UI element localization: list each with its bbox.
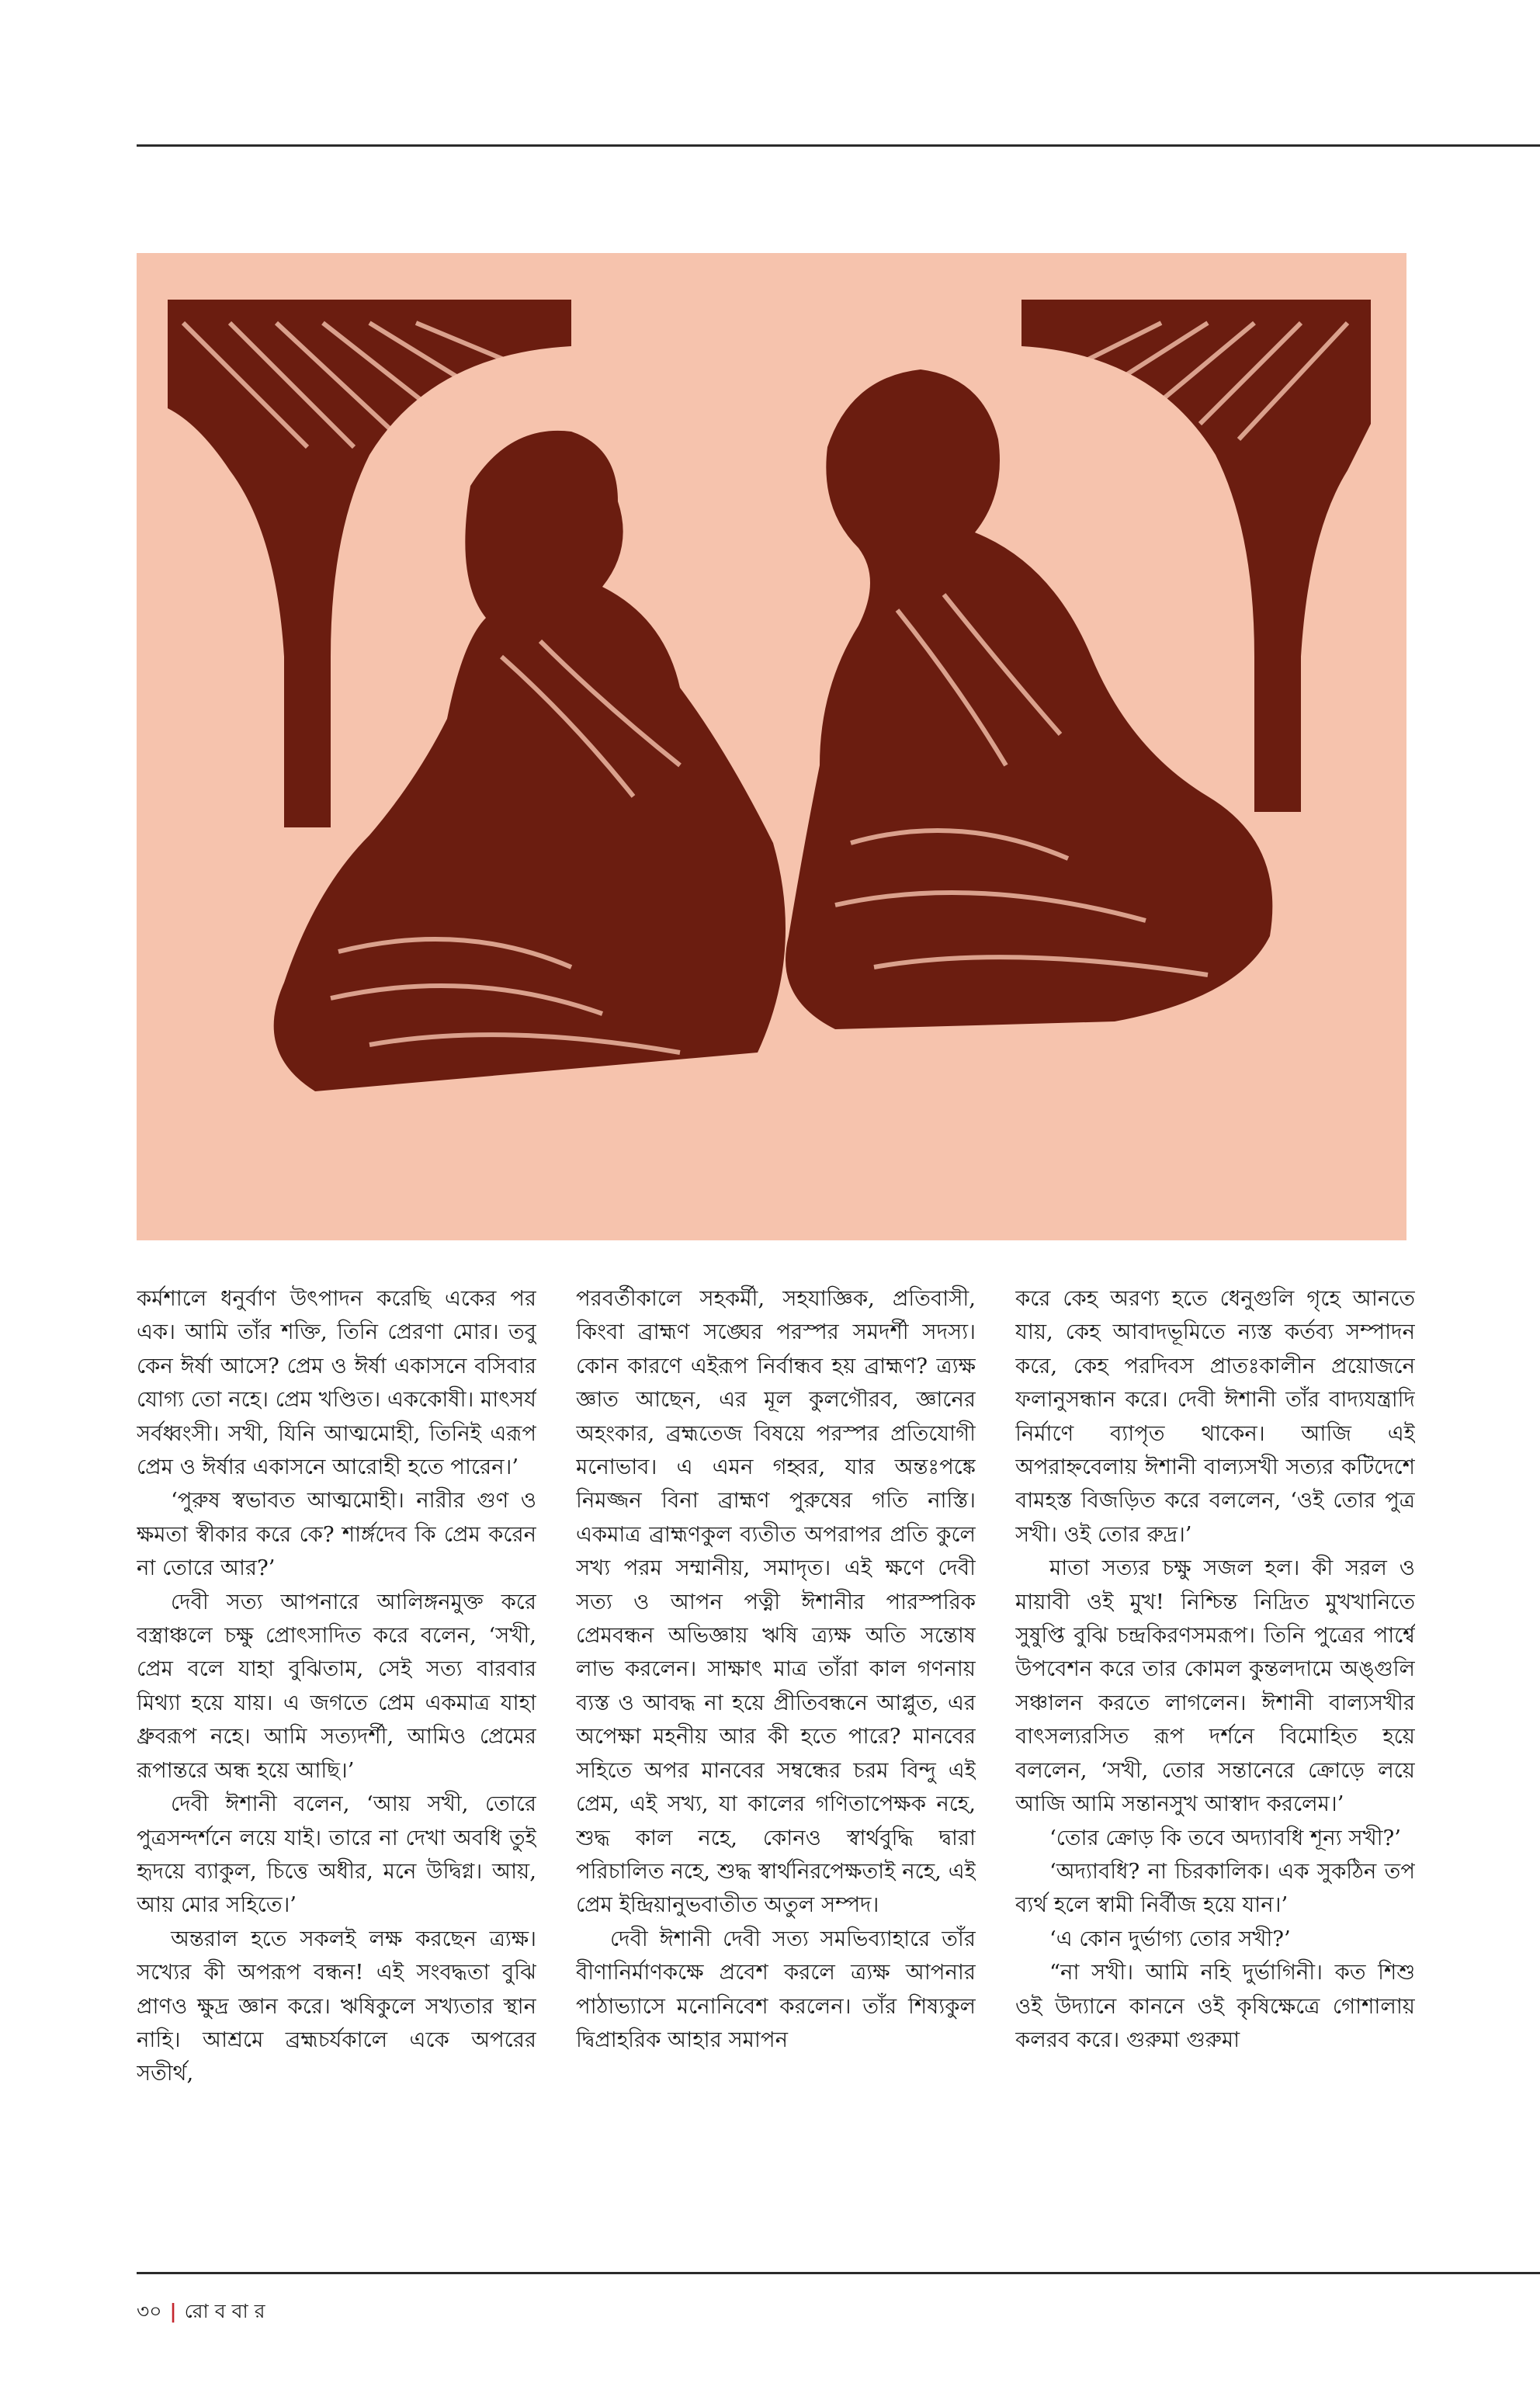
paragraph: দেবী সত্য আপনারে আলিঙ্গনমুক্ত করে বস্ত্রাঞ্চলে চক্ষু প্রোৎসাদিত করে বলেন, ‘সখী, প্রেম বলে যাহা বুঝিতাম, সেই সত্য বারবার মিথ্যা হয়ে যায়। এ জগতে প্রেম একমাত্র যাহা ধ্রুবরূপ নহে। আমি সত্যদর্শী, আমিও প্রেমের রূপান্তরে অন্ধ হয়ে আছি।’ bbox=[137, 1589, 536, 1783]
bottom-rule bbox=[137, 2272, 1540, 2274]
paragraph: ‘অদ্যাবধি? না চিরকালিক। এক সুকঠিন তপ ব্যর্থ হলে স্বামী নির্বীজ হয়ে যান।’ bbox=[1015, 1858, 1415, 1918]
paragraph: পরবর্তীকালে সহকর্মী, সহযাজ্ঞিক, প্রতিবাসী, কিংবা ব্রাহ্মণ সঙ্ঘের পরস্পর সমদর্শী সদস্য। কোন কারণে এইরূপ নির্বান্ধব হয় ব্রাহ্মণ? ত্র্যক্ষ জ্ঞাত আছেন, এর মূল কুলগৌরব, জ্ঞানের অহংকার, ব্রহ্মতেজ বিষয়ে পরস্পর প্রতিযোগী মনোভাব। এ এমন গহ্বর, যার অন্তঃপঙ্কে নিমজ্জন বিনা ব্রাহ্মণ পুরুষের গতি নাস্তি। একমাত্র ব্রাহ্মণকুল ব্যতীত অপরাপর প্রতি কুলে সখ্য পরম সম্মানীয়, সমাদৃত। এই ক্ষণে দেবী সত্য ও আপন পত্নী ঈশানীর পারস্পরিক প্রেমবন্ধন অভিজ্ঞায় ঋষি ত্র্যক্ষ অতি সন্তোষ লাভ করলেন। সাক্ষাৎ মাত্র তাঁরা কাল গণনায় ব্যস্ত ও আবদ্ধ না হয়ে প্রীতিবন্ধনে আপ্লুত, এর অপেক্ষা মহনীয় আর কী হতে পারে? মানবের সহিতে অপর মানবের সম্বন্ধের চরম বিন্দু এই প্রেম, এই সখ্য, যা কালের গণিতাপেক্ষক নহে, শুদ্ধ কাল নহে, কোনও স্বার্থবুদ্ধি দ্বারা পরিচালিত নহে, শুদ্ধ স্বার্থনিরপেক্ষতাই নহে, এই প্রেম ইন্দ্রিয়ানুভবাতীত অতুল সম্পদ। bbox=[576, 1286, 976, 1918]
paragraph: ‘তোর ক্রোড় কি তবে অদ্যাবধি শূন্য সখী?’ bbox=[1049, 1825, 1401, 1850]
paragraph: ‘এ কোন দুর্ভাগ্য তোর সখী?’ bbox=[1049, 1926, 1291, 1951]
paragraph: কর্মশালে ধনুর্বাণ উৎপাদন করেছি একের পর এক। আমি তাঁর শক্তি, তিনি প্রেরণা মোর। তবু কেন ঈর্ষা আসে? প্রেম ও ঈর্ষা একাসনে বসিবার যোগ্য তো নহে। প্রেম খণ্ডিত। এককোষী। মাৎসর্য সর্বধ্বংসী। সখী, যিনি আত্মমোহী, তিনিই এরূপ প্রেম ও ঈর্ষার একাসনে আরোহী হতে পারেন।’ bbox=[137, 1286, 536, 1480]
page-number: ৩০ bbox=[137, 2300, 162, 2322]
text-column-2 bbox=[576, 1282, 976, 2249]
top-rule bbox=[137, 144, 1540, 147]
paragraph: করে কেহ অরণ্য হতে ধেনুগুলি গৃহে আনতে যায়, কেহ আবাদভূমিতে ন্যস্ত কর্তব্য সম্পাদন করে, কেহ পরদিবস প্রাতঃকালীন প্রয়োজনে ফলানুসন্ধান করে। দেবী ঈশানী তাঁর বাদ্যযন্ত্রাদি নির্মাণে ব্যাপৃত থাকেন। আজি এই অপরাহ্নবেলায় ঈশানী বাল্যসখী সত্যর কটিদেশে বামহস্ত বিজড়িত করে বললেন, ‘ওই তোর পুত্র সখী। ওই তোর রুদ্র।’ bbox=[1015, 1286, 1415, 1547]
text-column-3 bbox=[1015, 1282, 1415, 2249]
paragraph: মাতা সত্যর চক্ষু সজল হল। কী সরল ও মায়াবী ওই মুখ! নিশ্চিন্ত নিদ্রিত মুখখানিতে সুষুপ্তি বুঝি চন্দ্রকিরণসমরূপ। তিনি পুত্রের পার্শ্বে উপবেশন করে তার কোমল কুন্তলদামে অঙ্গুলি সঞ্চালন করতে লাগলেন। ঈশানী বাল্যসখীর বাৎসল্যরসিত রূপ দর্শনে বিমোহিত হয়ে বললেন, ‘সখী, তোর সন্তানেরে ক্রোড়ে লয়ে আজি আমি সন্তানসুখ আস্বাদ করলেম।’ bbox=[1015, 1555, 1415, 1817]
page-footer bbox=[137, 2296, 265, 2329]
text-column-1 bbox=[137, 1282, 536, 2249]
paragraph: ‘পুরুষ স্বভাবত আত্মমোহী। নারীর গুণ ও ক্ষমতা স্বীকার করে কে? শার্ঙ্গদেব কি প্রেম করেন না তোরে আর?’ bbox=[137, 1488, 536, 1581]
paragraph: দেবী ঈশানী বলেন, ‘আয় সখী, তোরে পুত্রসন্দর্শনে লয়ে যাই। তারে না দেখা অবধি তুই হৃদয়ে ব্যাকুল, চিত্তে অধীর, মনে উদ্বিগ্ন। আয়, আয় মোর সহিতে।’ bbox=[137, 1791, 536, 1918]
paragraph: অন্তরাল হতে সকলই লক্ষ করছেন ত্র্যক্ষ। সখ্যের কী অপরূপ বন্ধন! এই সংবদ্ধতা বুঝি প্রাণও ক্ষুদ্র জ্ঞান করে। ঋষিকুলে সখ্যতার স্থান নাহি। আশ্রমে ব্রহ্মচর্যকালে একে অপরের সতীর্থ, bbox=[137, 1926, 536, 2086]
paragraph: দেবী ঈশানী দেবী সত্য সমভিব্যাহারে তাঁর বীণানির্মাণকক্ষে প্রবেশ করলে ত্র্যক্ষ আপনার পাঠাভ্যাসে মনোনিবেশ করলেন। তাঁর শিষ্যকুল দ্বিপ্রাহরিক আহার সমাপন bbox=[576, 1926, 976, 2052]
woodcut-illustration bbox=[137, 253, 1406, 1240]
woodcut-two-women-illustration-icon bbox=[137, 253, 1406, 1240]
magazine-name: রো ব বা র bbox=[184, 2300, 265, 2322]
footer-separator: | bbox=[169, 2300, 177, 2322]
paragraph: “না সখী। আমি নহি দুর্ভাগিনী। কত শিশু ওই উদ্যানে কাননে ওই কৃষিক্ষেত্রে গোশালায় কলরব করে। গুরুমা গুরুমা bbox=[1015, 1960, 1415, 2052]
